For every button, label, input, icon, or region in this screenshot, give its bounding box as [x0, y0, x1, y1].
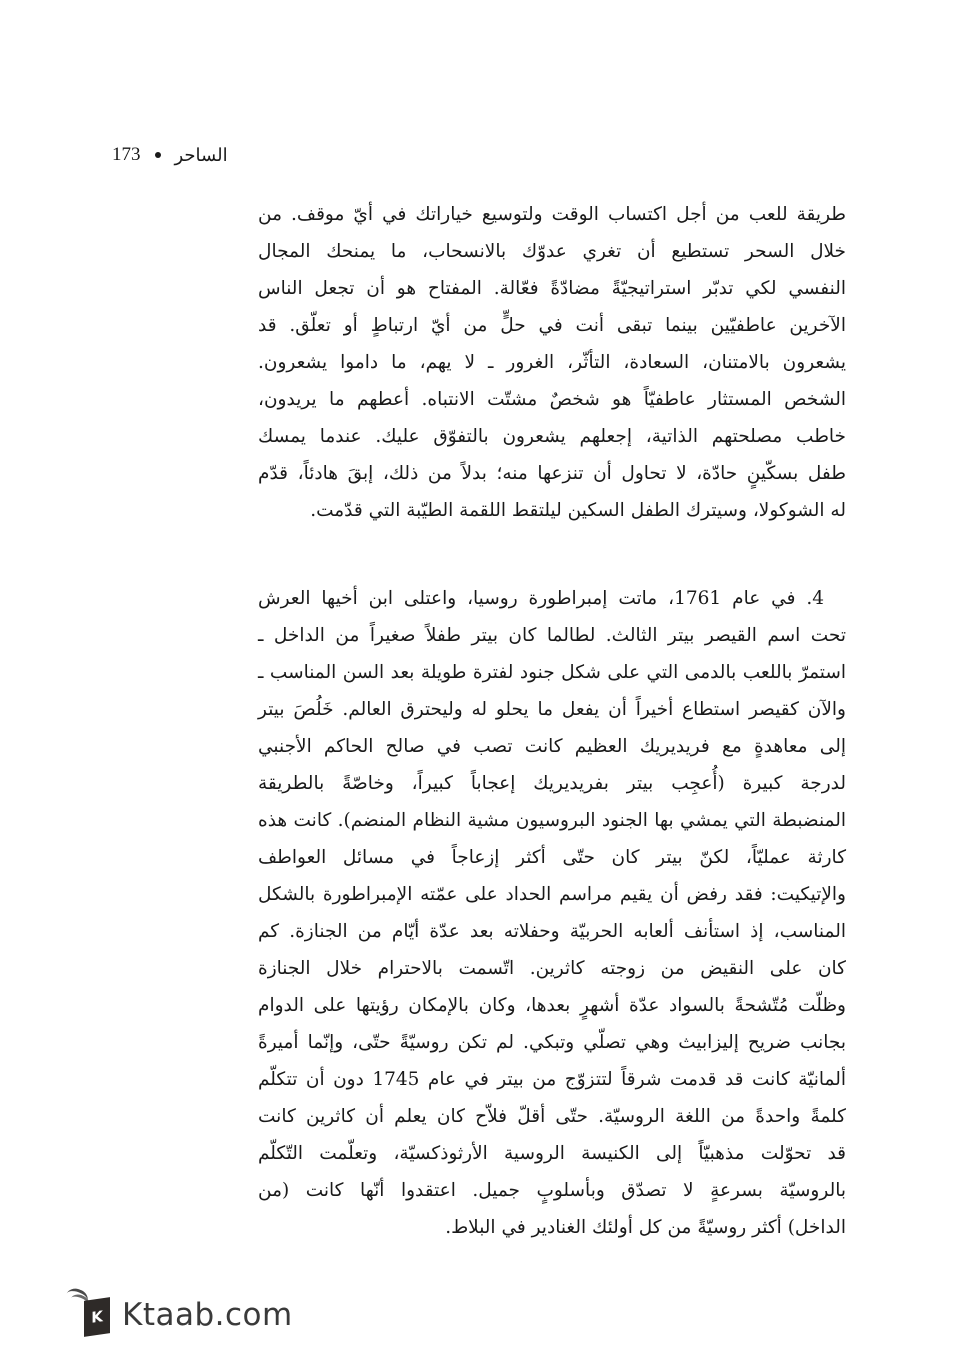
text-line: لدرجة كبيرة (أُعجِب بيتر بفريديريك إعجاباً كبيراً، وخاصّةً بالطريقة [258, 773, 846, 794]
text-line: إلى معاهدةٍ مع فريديريك العظيم كانت تصب في صالح الحاكم الأجنبي [258, 736, 846, 757]
page-header [112, 140, 252, 170]
chapter-title: الساحر [174, 144, 228, 165]
ktaab-logo [62, 1287, 293, 1337]
text-line: كان على النقيض من زوجته كاثرين. اتّسمت بالاحترام خلال الجنازة [258, 958, 846, 979]
text-line: كارثة عمليّاً، لكنّ بيتر كان حتّى أكثر إزعاجاً في مسائل العواطف [258, 847, 846, 868]
text-line: ألمانيّة كانت قد قدمت شرقاً لتتزوّج من بيتر في عام 1745 دون أن تتكلّم [258, 1069, 846, 1090]
text-line: خاطب مصلحتهم الذاتية، إجعلهم يشعرون بالتفوّق عليك. عندما يمسك [258, 426, 846, 447]
text-line: 4. في عام 1761، ماتت إمبراطورة روسيا، واعتلى ابن أخيها العرش [258, 588, 824, 609]
text-line: والآن كقيصر استطاع أخيراً أن يفعل ما يحلو له وليحترق العالم. خَلُصَ بيتر [258, 699, 846, 720]
text-line: وظلّت مُتّشحةً بالسواد عدّة أشهرٍ بعدها، وكان بالإمكان رؤيتها على الدوام [258, 995, 846, 1016]
text-line: الداخل) أكثر روسيّةً من كل أولئك الغنادير في البلاط. [445, 1217, 846, 1238]
text-line: بالروسيّة بسرعةٍ لا تصدّق وبأسلوبٍ جميل. اعتقدوا أنّها كانت (من [258, 1180, 846, 1201]
text-line: يشعرون بالامتنان، السعادة، التأثّر، الغرور ـ لا يهم، ما داموا يشعرون. [258, 352, 846, 373]
bullet-separator-icon [155, 152, 161, 158]
logo-letter: K [84, 1297, 110, 1337]
text-line: طريقة للعب من أجل اكتساب الوقت ولتوسيع خياراتك في أيّ موقف. من [258, 204, 846, 225]
text-line: تحت اسم القيصر بيتر الثالث. لطالما كان بيتر طفلاً صغيراً من الداخل ـ [258, 625, 846, 646]
text-line: قد تحوّلت مذهبيّاً إلى الكنيسة الروسية الأرثوذكسيّة، وتعلّمت التّكلّم [258, 1143, 846, 1164]
paragraph-1 [258, 196, 846, 529]
text-line: استمرّ باللعب بالدمى التي على شكل جنود لفترة طويلة بعد السن المناسب ـ [258, 662, 846, 683]
text-line: له الشوكولا، وسيترك الطفل السكين ليلتقط اللقمة الطيّبة التي قدّمت. [310, 500, 846, 521]
text-line: النفسي لكي تدبّر استراتيجيّةً مضادّةً فعّالة. المفتاح هو أن تجعل الناس [258, 278, 846, 299]
text-line: الشخص المستثار عاطفيّاً هو شخصٌ مشتّت الانتباه. أعطهم ما يريدون، [258, 389, 846, 410]
page-number: 173 [112, 144, 141, 165]
paragraph-2 [258, 580, 846, 1246]
text-line: المناسب، إذ استأنف ألعابه الحربيّة وحفلاته بعد عدّة أيّام من الجنازة. كم [258, 921, 846, 942]
text-line: طفل بسكّينٍ حادّة، لا تحاول أن تنزعها منه؛ بدلاً من ذلك، إبقَ هادئاً، قدّم [258, 463, 846, 484]
text-line: والإتيكيت: فقد رفض أن يقيم مراسم الحداد على عمّته الإمبراطورة بالشكل [258, 884, 846, 905]
open-book-icon [62, 1287, 112, 1337]
text-line: بجانب ضريح إليزابيث وهي تصلّي وتبكي. لم تكن روسيّةً حتّى، وإنّما أميرةً [258, 1032, 846, 1053]
text-line: خلال السحر تستطيع أن تغري عدوّك بالانسحاب، ما يمنحك المجال [258, 241, 846, 262]
text-line: الآخرين عاطفيّين بينما تبقى أنت في حلٍّ من أيّ ارتباطٍ أو تعلّق. قد [258, 315, 846, 336]
brand-name: Ktaab.com [122, 1297, 293, 1333]
text-line: كلمةً واحدةً من اللغة الروسيّة. حتّى أقلّ فلاّح كان يعلم أن كاثرين كانت [258, 1106, 846, 1127]
text-line: المنضبطة التي يمشي بها الجنود البروسيون مشية النظام المنضم). كانت هذه [258, 810, 846, 831]
